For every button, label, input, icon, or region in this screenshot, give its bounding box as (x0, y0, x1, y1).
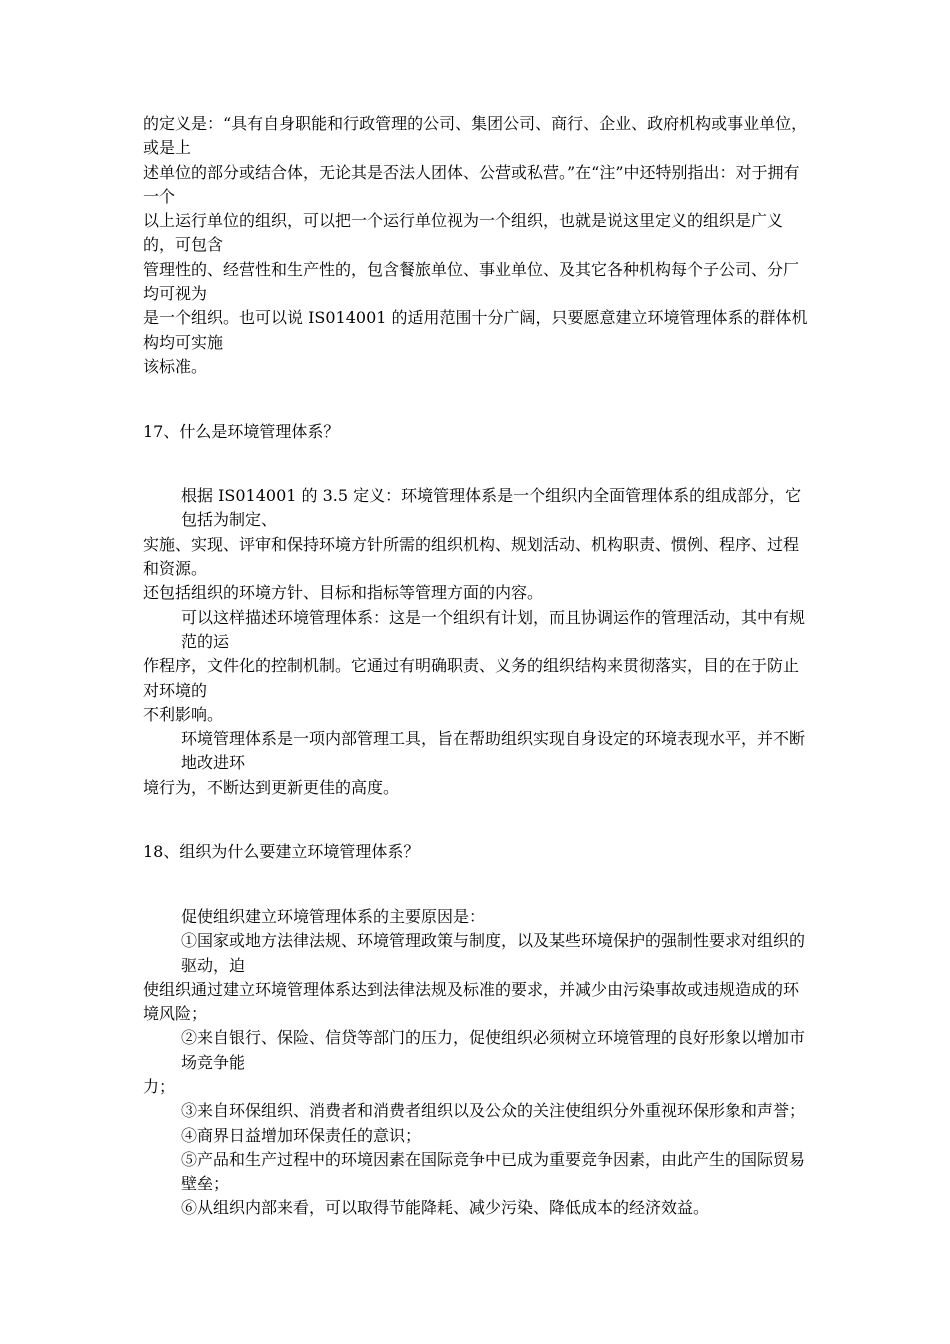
section-heading: 18、组织为什么要建立环境管理体系？ (143, 842, 420, 862)
paragraph-line: 还包括组织的环境方针、目标和指标等管理方面的内容。 (143, 583, 544, 603)
paragraph-line: 力； (143, 1076, 176, 1096)
paragraph-line: 的定义是：“具有自身职能和行政管理的公司、集团公司、商行、企业、政府机构或事业单位，或是上 (143, 114, 808, 158)
paragraph-line: 可以这样描述环境管理体系：这是一个组织有计划，而且协调运作的管理活动，其中有规范的运 (181, 607, 806, 651)
paragraph-line: 述单位的部分或结合体，无论其是否法人团体、公营或私营。”在“注”中还特别指出：对于拥有一个 (143, 162, 800, 206)
spacer (143, 460, 811, 484)
paragraph-line: 以上运行单位的组织，可以把一个运行单位视为一个组织，也就是说这里定义的组织是广义的，可包含 (143, 211, 784, 255)
paragraph-line: 作程序，文件化的控制机制。它通过有明确职责、义务的组织结构来贯彻落实，目的在于防止对环境的 (143, 656, 800, 700)
section-heading: 17、什么是环境管理体系？ (143, 421, 340, 441)
list-item: ③来自环保组织、消费者和消费者组织以及公众的关注使组织分外重视环保形象和声誉； (181, 1101, 806, 1121)
list-item: ①国家或地方法律法规、环境管理政策与制度，以及某些环境保护的强制性要求对组织的驱动，迫 (181, 931, 806, 975)
list-item: ⑤产品和生产过程中的环境因素在国际竞争中已成为重要竞争因素，由此产生的国际贸易壁垒； (181, 1149, 806, 1194)
spacer (143, 379, 811, 403)
paragraph-line: 环境管理体系是一项内部管理工具，旨在帮助组织实现自身设定的环境表现水平，并不断地改进环 (181, 729, 806, 773)
spacer (143, 800, 811, 824)
document-body (143, 112, 811, 1221)
paragraph-line: 根据 IS014001 的 3.5 定义：环境管理体系是一个组织内全面管理体系的组成部分，它包括为制定、 (181, 486, 802, 530)
paragraph-line: 是一个组织。也可以说 IS014001 的适用范围十分广阔，只要愿意建立环境管理体系的群体机构均可实施 (143, 308, 808, 352)
paragraph-line: 管理性的、经营性和生产性的，包含餐旅单位、事业单位、及其它各种机构每个子公司、分厂均可视为 (143, 259, 800, 304)
list-item: ④商界日益增加环保责任的意识； (181, 1125, 422, 1145)
paragraph-line: 境行为，不断达到更新更佳的高度。 (143, 777, 400, 797)
list-item: ②来自银行、保险、信贷等部门的压力，促使组织必须树立环境管理的良好形象以增加市场竞争能 (181, 1028, 806, 1072)
paragraph-line: 不利影响。 (143, 704, 224, 724)
list-item: ⑥从组织内部来看，可以取得节能降耗、减少污染、降低成本的经济效益。 (181, 1198, 710, 1218)
paragraph-line: 该标准。 (143, 356, 208, 376)
spacer (143, 881, 811, 905)
paragraph-line: 实施、实现、评审和保持环境方针所需的组织机构、规划活动、机构职责、惯例、程序、过程和资源。 (143, 534, 800, 579)
paragraph-line: 促使组织建立环境管理体系的主要原因是： (181, 906, 486, 926)
paragraph-line: 使组织通过建立环境管理体系达到法律法规及标准的要求，并减少由污染事故或违规造成的环境风险； (143, 979, 800, 1024)
